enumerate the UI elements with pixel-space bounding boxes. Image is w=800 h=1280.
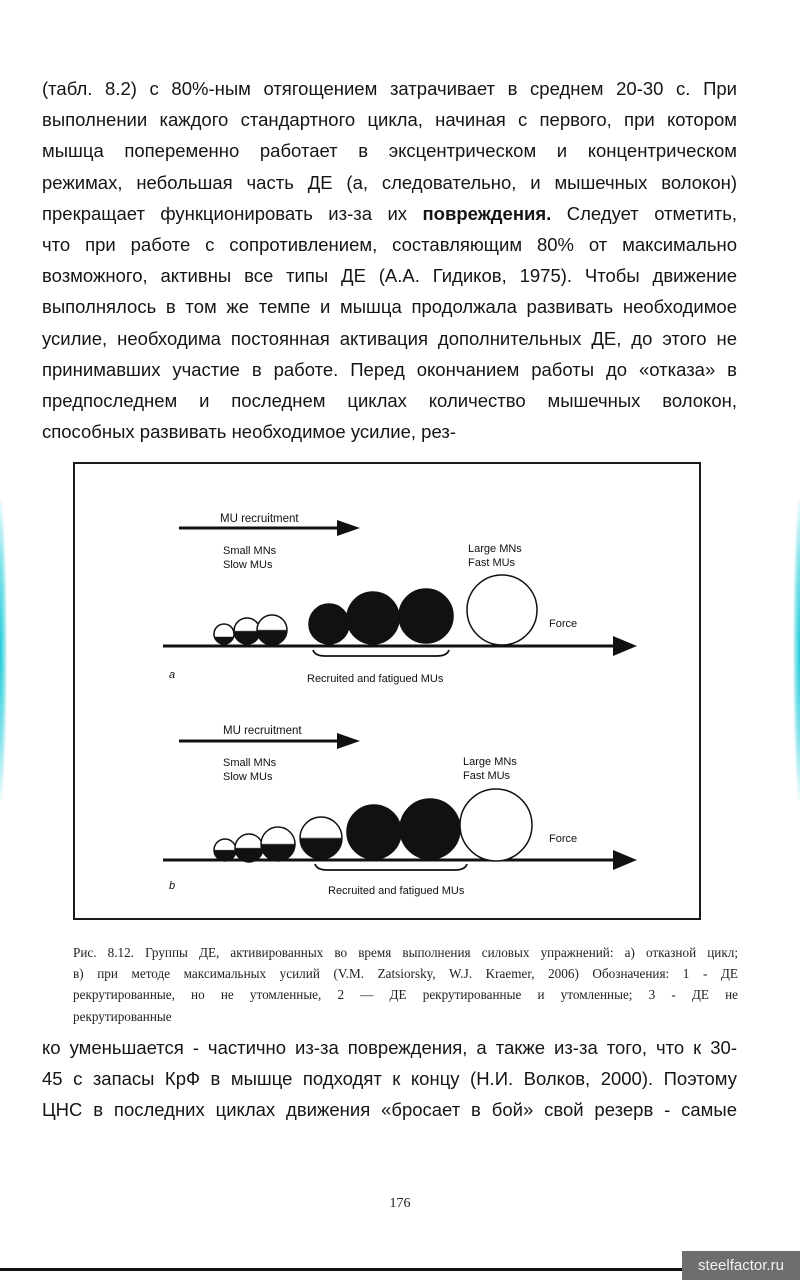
text-line: предпоследнем и последнем циклах количество мышечных волокон, bbox=[42, 390, 737, 412]
motor-unit-diagram bbox=[75, 464, 699, 918]
text-line: (табл. 8.2) с 80%-ным отягощением затрачивает в среднем 20-30 с. При bbox=[42, 78, 737, 99]
motor-unit-circle-unrecruited bbox=[467, 575, 537, 645]
text-line: что при работе с сопротивлением, составляющим 80% от максимально bbox=[42, 234, 737, 256]
recruited-fatigued-label: Recruited and fatigued MUs bbox=[307, 673, 444, 685]
text-line: ЦНС в последних циклах движения «бросает в бой» свой резерв - самые bbox=[42, 1099, 737, 1121]
motor-unit-circle bbox=[300, 817, 342, 859]
motor-unit-circle bbox=[234, 618, 260, 644]
motor-unit-circle bbox=[257, 615, 287, 645]
recruited-fatigued-label: Recruited and fatigued MUs bbox=[328, 885, 465, 897]
slow-mus-label: Slow MUs bbox=[223, 771, 273, 783]
force-label: Force bbox=[549, 618, 578, 630]
bottom-rule bbox=[0, 1268, 690, 1271]
motor-unit-circle-fatigued bbox=[347, 805, 401, 859]
motor-unit-circle bbox=[214, 624, 234, 644]
text-line: режимах, небольшая часть ДЕ (а, следовательно, и мышечных волокон) bbox=[42, 171, 737, 193]
motor-unit-circle bbox=[214, 839, 236, 861]
text-line: усилие, необходима постоянная активация дополнительных ДЕ, до этого не bbox=[42, 327, 737, 349]
motor-unit-circle-fatigued bbox=[399, 589, 453, 643]
text-segment: прекращает функционировать из-за их bbox=[42, 202, 423, 224]
text-line: возможного, активны все типы ДЕ (А.А. Гидиков, 1975). Чтобы движение bbox=[42, 265, 737, 287]
text-line bbox=[42, 198, 737, 229]
text-line: ко уменьшается - частично из-за повреждения, а также из-за того, что к 30- bbox=[42, 1037, 737, 1058]
motor-unit-circle-fatigued bbox=[309, 604, 349, 644]
text-line: выполнении каждого стандартного цикла, начиная с первого, при котором bbox=[42, 109, 737, 131]
force-label: Force bbox=[549, 833, 578, 845]
small-mns-label: Small MNs bbox=[223, 545, 277, 557]
slow-mus-label: Slow MUs bbox=[223, 559, 273, 571]
site-watermark: steelfactor.ru bbox=[682, 1251, 800, 1280]
fast-mus-label: Fast MUs bbox=[468, 557, 516, 569]
force-arrowhead bbox=[613, 850, 637, 870]
caption-line: рекрутированные bbox=[73, 1008, 172, 1024]
motor-unit-circle-fatigued bbox=[347, 592, 399, 644]
recruited-bracket bbox=[315, 864, 467, 870]
force-arrowhead bbox=[613, 636, 637, 656]
text-line: 45 с запасы КрФ в мышце подходят к концу (Н.И. Волков, 2000). Поэтому bbox=[42, 1068, 737, 1090]
text-line: выполнялось в том же темпе и мышца продолжала развивать необходимое bbox=[42, 296, 737, 318]
body-paragraph-bottom bbox=[42, 1032, 737, 1126]
large-mns-label: Large MNs bbox=[468, 543, 522, 555]
large-mns-label: Large MNs bbox=[463, 756, 517, 768]
figure-caption bbox=[73, 942, 738, 1027]
text-line: способных развивать необходимое усилие, рез- bbox=[42, 421, 456, 443]
panel-b bbox=[163, 725, 637, 897]
motor-unit-circle-unrecruited bbox=[460, 789, 532, 861]
bold-term: повреждения. bbox=[422, 202, 552, 224]
body-paragraph-top bbox=[42, 73, 737, 447]
page-number: 176 bbox=[389, 1196, 411, 1211]
panel-a bbox=[163, 513, 637, 685]
text-line: мышца попеременно работает в эксцентрическом и концентрическом bbox=[42, 140, 737, 162]
motor-unit-circle bbox=[261, 827, 295, 861]
fast-mus-label: Fast MUs bbox=[463, 770, 511, 782]
text-segment: Следует отметить, bbox=[551, 202, 738, 224]
recruitment-arrowhead bbox=[337, 520, 360, 536]
panel-letter: a bbox=[169, 669, 176, 681]
motor-unit-figure bbox=[73, 462, 701, 920]
recruited-bracket bbox=[313, 650, 449, 656]
small-mns-label: Small MNs bbox=[223, 757, 277, 769]
right-edge-glow bbox=[793, 500, 800, 800]
panel-letter: b bbox=[169, 880, 176, 892]
mu-recruitment-label: MU recruitment bbox=[223, 725, 302, 737]
caption-line: в) при методе максимальных усилий (V.M. Zatsiorsky, W.J. Kraemer, 2006) Обозначения: 1 - ДЕ bbox=[73, 966, 738, 982]
motor-unit-circle-fatigued bbox=[400, 799, 460, 859]
left-edge-glow bbox=[0, 500, 7, 800]
caption-line: рекрутированные, но не утомленные, 2 — ДЕ рекрутированные и утомленные; 3 - ДЕ не bbox=[73, 987, 738, 1003]
recruitment-arrowhead bbox=[337, 733, 360, 749]
mu-recruitment-label: MU recruitment bbox=[220, 513, 299, 525]
motor-unit-circle bbox=[235, 834, 263, 862]
caption-line: Рис. 8.12. Группы ДЕ, активированных во время выполнения силовых упражнений: а) отказной цикл; bbox=[73, 945, 738, 960]
text-line: принимавших участие в работе. Перед окончанием работы до «отказа» в bbox=[42, 358, 737, 380]
